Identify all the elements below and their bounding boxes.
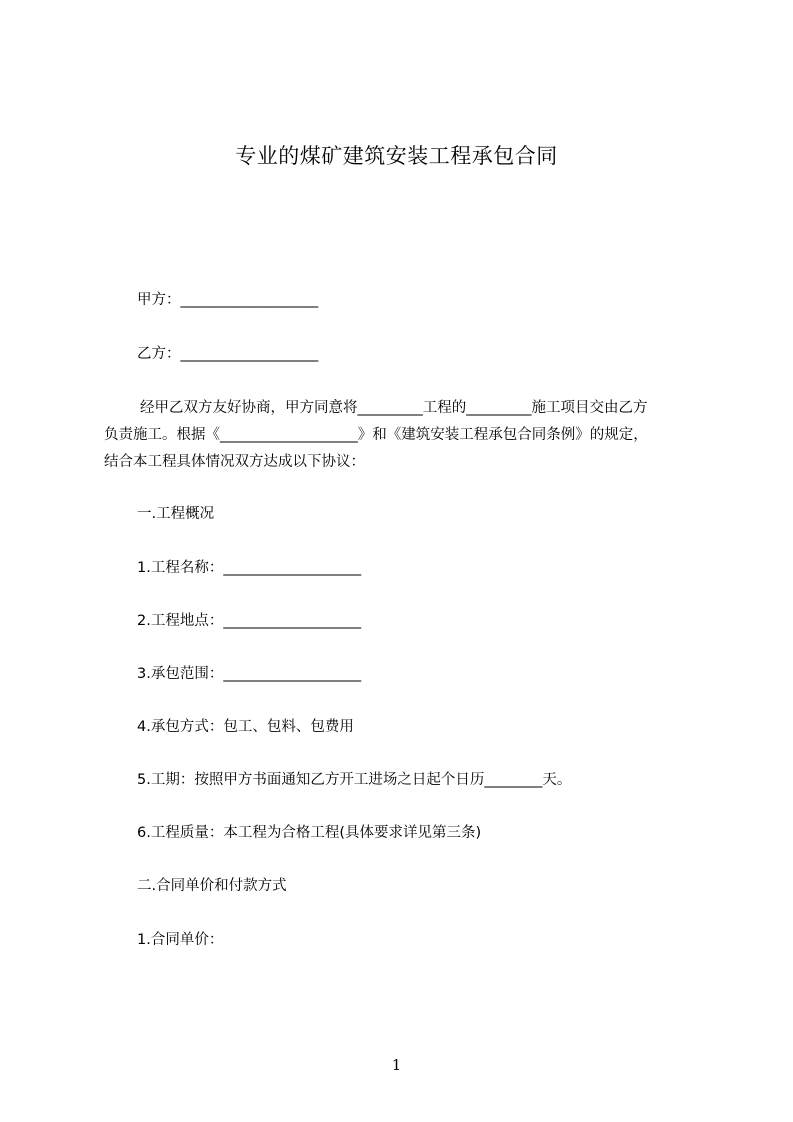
- intro-line: 负责施工。根据《___________________》和《建筑安装工程承包合同条例》的规定，: [104, 427, 648, 443]
- party-b-line: 乙方：___________________: [137, 346, 319, 362]
- document-title: 专业的煤矿建筑安装工程承包合同: [235, 144, 558, 168]
- section-heading: 一.工程概况: [137, 506, 215, 522]
- list-item: 6.工程质量：本工程为合格工程(具体要求详见第三条): [137, 825, 482, 841]
- list-item: 1.合同单价：: [137, 932, 224, 948]
- list-item: 5.工期：按照甲方书面通知乙方开工进场之日起个日历________天。: [137, 772, 572, 788]
- list-item: 4.承包方式：包工、包料、包费用: [137, 719, 354, 735]
- intro-line: 经甲乙双方友好协商，甲方同意将_________工程的_________施工项目交由乙方: [140, 400, 648, 416]
- party-a-line: 甲方：___________________: [137, 292, 319, 308]
- list-item: 2.工程地点：___________________: [137, 613, 362, 629]
- intro-paragraph: [104, 398, 704, 478]
- section-heading: 二.合同单价和付款方式: [137, 878, 287, 894]
- list-item: 1.工程名称：___________________: [137, 560, 362, 576]
- page-number: 1: [391, 1056, 402, 1074]
- intro-line: 结合本工程具体情况双方达成以下协议：: [104, 454, 365, 470]
- list-item: 3.承包范围：___________________: [137, 666, 362, 682]
